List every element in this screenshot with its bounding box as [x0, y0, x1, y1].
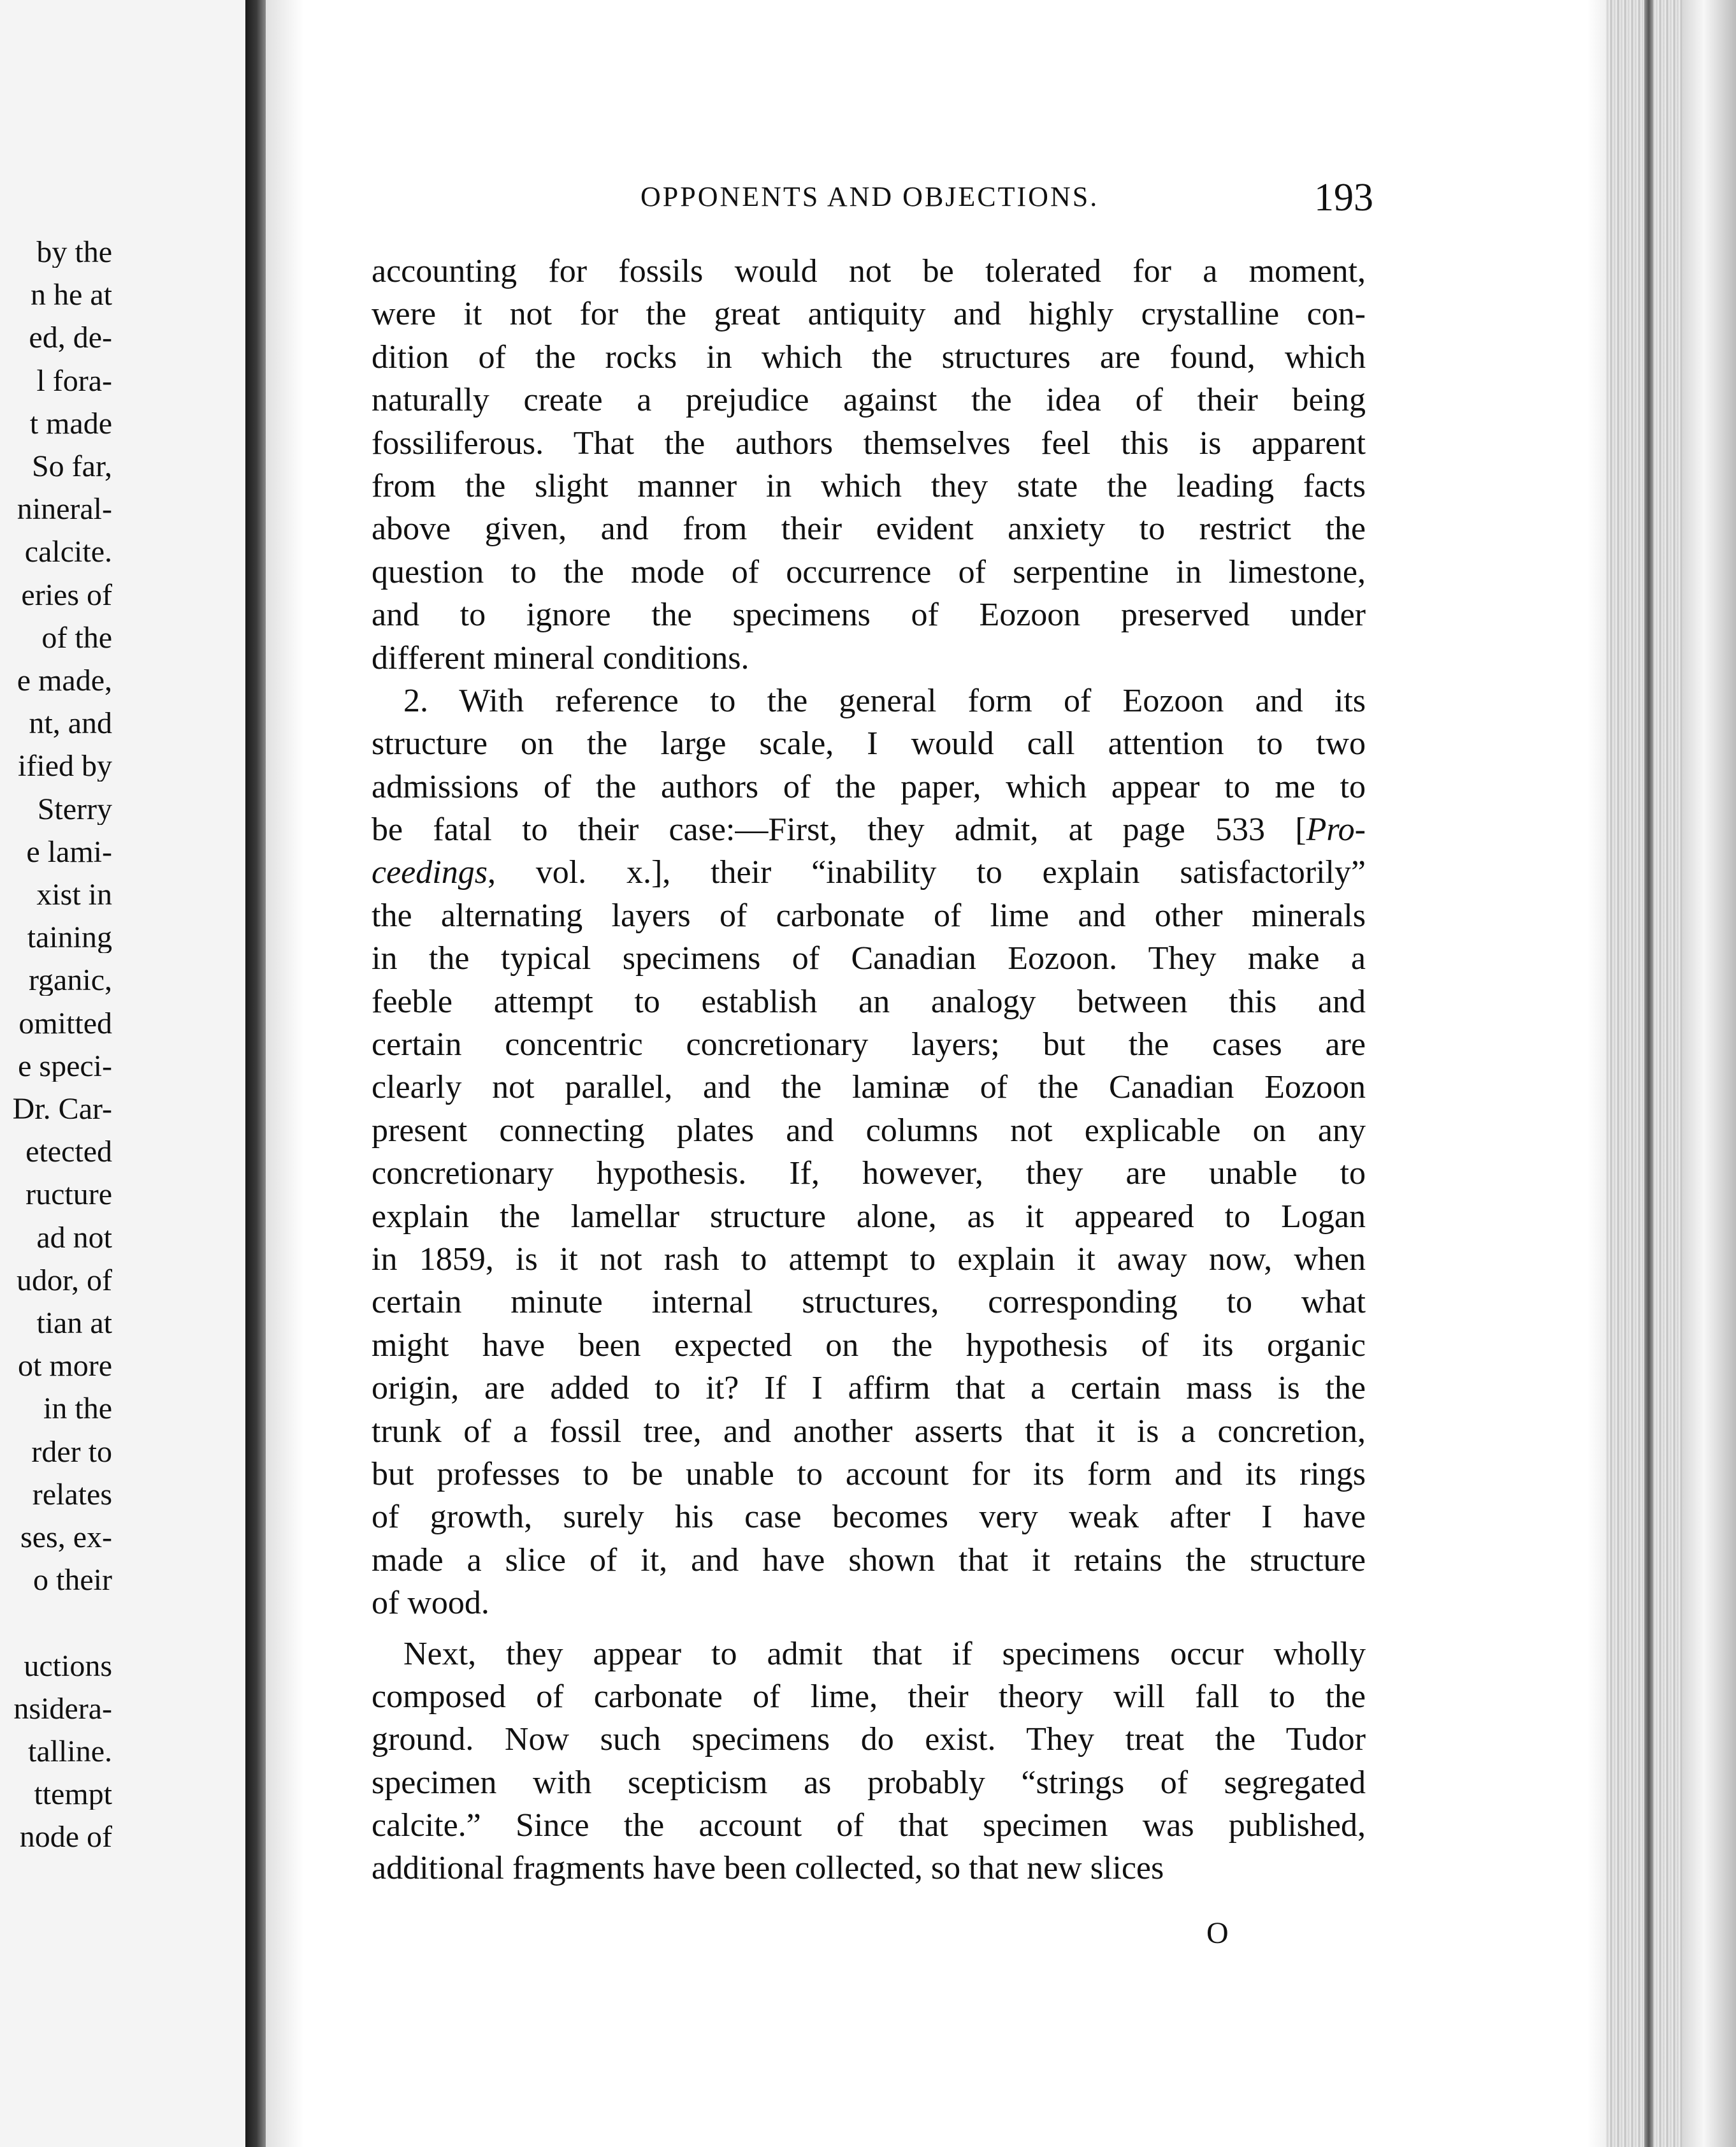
left-page-line: ot more — [18, 1351, 112, 1382]
left-page-line: rder to — [31, 1436, 112, 1467]
text-line: explain the lamellar structure alone, as it appeared to Logan — [372, 1198, 1366, 1235]
left-page-line: Sterry — [37, 794, 112, 825]
left-page-line: e lami- — [26, 836, 112, 868]
left-page-line: talline. — [28, 1736, 112, 1767]
left-page-line: udor, of — [16, 1265, 112, 1296]
text-line: accounting for fossils would not be tolerated for a moment, — [372, 253, 1366, 289]
left-page-text — [0, 0, 245, 2147]
text-line: were it not for the great antiquity and highly crystalline con- — [372, 296, 1366, 333]
left-page-line: omitted — [18, 1008, 112, 1039]
left-page-line: of the — [41, 622, 112, 653]
left-page-line: xist in — [36, 880, 112, 910]
left-page-line: o their — [33, 1565, 112, 1596]
text-line: trunk of a fossil tree, and another asserts that it is a concretion, — [372, 1413, 1366, 1450]
left-page-line: l fora- — [36, 365, 112, 397]
text-line: different mineral conditions. — [372, 639, 749, 676]
left-page-line: ructure — [25, 1179, 112, 1211]
left-page-line: ad not — [36, 1222, 112, 1253]
text-line: of growth, surely his case becomes very weak after I have — [372, 1499, 1366, 1536]
text-line: made a slice of it, and have shown that it retains the structure — [372, 1541, 1366, 1578]
text-line: present connecting plates and columns not explicable on any — [372, 1112, 1366, 1149]
left-page-line: nineral- — [17, 494, 112, 525]
text-line: clearly not parallel, and the laminæ of the Canadian Eozoon — [372, 1069, 1366, 1106]
body-text — [372, 250, 1366, 1890]
text-line: fossiliferous. That the authors themselves feel this is apparent — [372, 425, 1366, 462]
text-line: dition of the rocks in which the structures are found, which — [372, 338, 1366, 375]
text-line: the alternating layers of carbonate of lime and other minerals — [372, 897, 1366, 934]
text-line: concretionary hypothesis. If, however, they are unable to — [372, 1155, 1366, 1192]
text-line: above given, and from their evident anxiety to restrict the — [372, 511, 1366, 548]
text-line: 2. With reference to the general form of Eozoon and its — [403, 682, 1366, 719]
left-page-line: t made — [29, 408, 112, 439]
book-gutter — [245, 0, 266, 2147]
left-page-line: etected — [25, 1137, 112, 1168]
text-line: additional fragments have been collected, so that new slices — [372, 1850, 1164, 1887]
left-page-line: taining — [27, 922, 112, 954]
left-page-line: Dr. Car- — [12, 1094, 112, 1124]
text-line: composed of carbonate of lime, their theory will fall to the — [372, 1678, 1366, 1715]
left-page-line: relates — [32, 1479, 112, 1510]
text-line: question to the mode of occurrence of serpentine in limestone, — [372, 553, 1366, 590]
text-line: from the slight manner in which they state the leading facts — [372, 467, 1366, 504]
text-line: be fatal to their case:—First, they admit, at page 533 [Pro- — [372, 811, 1366, 848]
page-edge-light-band — [1682, 0, 1736, 2147]
left-page-line: tian at — [36, 1308, 112, 1339]
text-line: Next, they appear to admit that if specimens occur wholly — [403, 1635, 1366, 1672]
gutter-shadow — [266, 0, 304, 2147]
left-page-line: ed, de- — [29, 323, 112, 354]
running-head: OPPONENTS AND OBJECTIONS. — [640, 181, 1099, 212]
left-page-line: nsidera- — [13, 1693, 112, 1724]
page-edge-dark-band — [1644, 0, 1653, 2147]
left-page-line: ttempt — [34, 1779, 112, 1810]
text-line: admissions of the authors of the paper, which appear to me to — [372, 768, 1366, 805]
left-page-fragment — [0, 0, 245, 2147]
text-line: feeble attempt to establish an analogy between this and — [372, 983, 1366, 1020]
left-page-line: uctions — [24, 1650, 112, 1682]
left-page-line: calcite. — [24, 537, 112, 568]
text-line: but professes to be unable to account for its form and its rings — [372, 1455, 1366, 1492]
left-page-line: rganic, — [28, 965, 112, 996]
text-line: might have been expected on the hypothesis of its organic — [372, 1327, 1366, 1364]
signature-mark: O — [1206, 1916, 1229, 1950]
left-page-line: So far, — [31, 451, 112, 482]
left-page-line: ified by — [18, 751, 112, 782]
text-line: naturally create a prejudice against the idea of their being — [372, 382, 1366, 419]
page-number: 193 — [1314, 176, 1373, 219]
text-line: of wood. — [372, 1585, 489, 1622]
left-page-line: ses, ex- — [20, 1522, 112, 1553]
left-page-line: node of — [19, 1822, 112, 1853]
text-line: calcite.” Since the account of that specimen was published, — [372, 1807, 1366, 1844]
left-page-line: n he at — [31, 280, 112, 311]
left-page-line: e made, — [17, 666, 112, 696]
text-line: in the typical specimens of Canadian Eozoon. They make a — [372, 940, 1366, 977]
text-line: specimen with scepticism as probably “strings of segregated — [372, 1764, 1366, 1801]
left-page-line: eries of — [21, 579, 112, 611]
text-line: certain concentric concretionary layers; but the cases are — [372, 1026, 1366, 1063]
text-line: origin, are added to it? If I affirm that a certain mass is the — [372, 1370, 1366, 1407]
left-page-line: nt, and — [29, 708, 112, 739]
text-line: and to ignore the specimens of Eozoon preserved under — [372, 597, 1366, 634]
left-page-line: e speci- — [18, 1051, 112, 1082]
text-line: certain minute internal structures, corresponding to what — [372, 1284, 1366, 1321]
page-header — [376, 176, 1373, 225]
text-line: ground. Now such specimens do exist. They treat the Tudor — [372, 1721, 1366, 1758]
left-page-line: by the — [36, 237, 112, 268]
text-line: in 1859, is it not rash to attempt to explain it away now, when — [372, 1241, 1366, 1277]
text-line: ceedings, vol. x.], their “inability to explain satisfactorily” — [372, 854, 1366, 891]
left-page-line: in the — [43, 1394, 112, 1425]
text-line: structure on the large scale, I would call attention to two — [372, 725, 1366, 762]
paragraph-gap — [372, 1625, 1366, 1633]
